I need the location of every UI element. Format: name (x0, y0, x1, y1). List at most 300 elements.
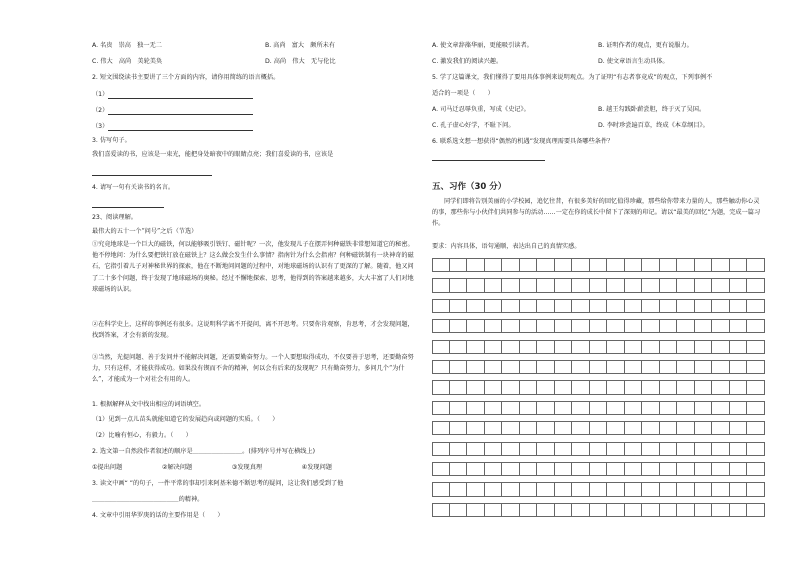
grid-cell[interactable] (432, 360, 450, 374)
grid-cell[interactable] (642, 482, 660, 496)
grid-cell[interactable] (660, 462, 678, 476)
grid-row (432, 360, 765, 374)
grid-cell[interactable] (625, 340, 643, 354)
grid-cell[interactable] (590, 401, 608, 415)
grid-cell[interactable] (555, 503, 573, 517)
grid-cell[interactable] (677, 401, 695, 415)
grid-cell[interactable] (432, 299, 450, 313)
grid-cell[interactable] (607, 442, 625, 456)
grid-cell[interactable] (590, 319, 608, 333)
grid-cell[interactable] (607, 299, 625, 313)
grid-cell[interactable] (502, 319, 520, 333)
grid-cell[interactable] (660, 482, 678, 496)
grid-cell[interactable] (450, 278, 468, 292)
grid-cell[interactable] (747, 258, 765, 272)
grid-cell[interactable] (467, 299, 485, 313)
grid-cell[interactable] (502, 340, 520, 354)
grid-cell[interactable] (730, 340, 748, 354)
grid-cell[interactable] (747, 421, 765, 435)
grid-cell[interactable] (747, 340, 765, 354)
grid-cell[interactable] (660, 299, 678, 313)
grid-cell[interactable] (677, 278, 695, 292)
passage-paragraph-2: ②在科学史上，这样的事例还有很多。这说明科学离不开提问，离不开思考。只要你肯观察，肯思考，才会发现问题，找到答案，才会有新的发现。 (92, 321, 414, 340)
grid-cell[interactable] (660, 319, 678, 333)
grid-cell[interactable] (660, 360, 678, 374)
grid-cell[interactable] (432, 421, 450, 435)
grid-cell[interactable] (450, 462, 468, 476)
grid-cell[interactable] (467, 482, 485, 496)
grid-cell[interactable] (747, 503, 765, 517)
question-3: 3. 仿写句子。 (92, 137, 131, 144)
grid-cell[interactable] (467, 360, 485, 374)
grid-cell[interactable] (467, 442, 485, 456)
grid-row (432, 401, 765, 415)
grid-cell[interactable] (607, 319, 625, 333)
grid-cell[interactable] (677, 421, 695, 435)
grid-cell[interactable] (660, 401, 678, 415)
grid-cell[interactable] (537, 442, 555, 456)
grid-cell[interactable] (590, 258, 608, 272)
grid-cell[interactable] (537, 258, 555, 272)
grid-cell[interactable] (432, 442, 450, 456)
grid-cell[interactable] (432, 482, 450, 496)
q3-text: 我们喜爱读的书，应该是一束光，能把身处暗夜中的眼睛点亮；我们喜爱读的书，应该是 (92, 151, 334, 158)
grid-cell[interactable] (730, 482, 748, 496)
grid-cell[interactable] (625, 462, 643, 476)
grid-cell[interactable] (590, 340, 608, 354)
grid-cell[interactable] (712, 360, 730, 374)
grid-cell[interactable] (747, 319, 765, 333)
sub-question-4: 4. 文章中引用华罗庚的话的主要作用是（ ） (92, 512, 224, 519)
grid-cell[interactable] (607, 258, 625, 272)
question-6: 6. 联系选文想一想获得“偶然的机遇”发现真理需要具备哪些条件？ (432, 138, 614, 145)
grid-cell[interactable] (590, 462, 608, 476)
grid-cell[interactable] (607, 482, 625, 496)
sub-question-2-options (92, 464, 332, 472)
sub-question-3: 3. 读文中画“ ”的句子，一件平常的事却引来阿基米德不断思考的疑问，这让我们感受到了他 (92, 480, 344, 487)
grid-cell[interactable] (677, 442, 695, 456)
grid-row (432, 482, 765, 496)
grid-row (432, 258, 765, 272)
grid-cell[interactable] (450, 503, 468, 517)
grid-cell[interactable] (730, 299, 748, 313)
grid-cell[interactable] (590, 299, 608, 313)
sub-question-1: 1. 根据解释从文中找出相应的词语填空。 (92, 401, 206, 408)
grid-cell[interactable] (712, 299, 730, 313)
question-4: 4. 请写一句有关读书的名言。 (92, 184, 175, 191)
grid-cell[interactable] (485, 442, 503, 456)
grid-cell[interactable] (485, 360, 503, 374)
grid-cell[interactable] (432, 278, 450, 292)
grid-cell[interactable] (432, 401, 450, 415)
grid-cell[interactable] (432, 340, 450, 354)
grid-row (432, 421, 765, 435)
grid-cell[interactable] (485, 278, 503, 292)
grid-cell[interactable] (730, 360, 748, 374)
grid-cell[interactable] (537, 503, 555, 517)
q2-answer-3: （3） (92, 123, 253, 131)
grid-cell[interactable] (747, 380, 765, 394)
grid-cell[interactable] (450, 258, 468, 272)
grid-cell[interactable] (537, 421, 555, 435)
grid-cell[interactable] (607, 503, 625, 517)
grid-cell[interactable] (467, 421, 485, 435)
grid-cell[interactable] (555, 299, 573, 313)
grid-cell[interactable] (607, 360, 625, 374)
grid-cell[interactable] (555, 421, 573, 435)
grid-cell[interactable] (502, 278, 520, 292)
grid-cell[interactable] (642, 401, 660, 415)
grid-cell[interactable] (590, 278, 608, 292)
grid-cell[interactable] (607, 340, 625, 354)
grid-cell[interactable] (572, 340, 590, 354)
grid-cell[interactable] (730, 462, 748, 476)
q6-answer-line (432, 153, 545, 161)
grid-cell[interactable] (642, 380, 660, 394)
grid-cell[interactable] (695, 421, 713, 435)
q5-option-c: C. 孔子虚心好学，不耻下问。 (432, 122, 515, 129)
grid-cell[interactable] (712, 503, 730, 517)
grid-cell[interactable] (467, 503, 485, 517)
grid-cell[interactable] (572, 462, 590, 476)
grid-cell[interactable] (695, 360, 713, 374)
grid-cell[interactable] (747, 278, 765, 292)
grid-cell[interactable] (537, 340, 555, 354)
grid-cell[interactable] (677, 462, 695, 476)
grid-cell[interactable] (695, 503, 713, 517)
grid-cell[interactable] (450, 401, 468, 415)
grid-cell[interactable] (695, 482, 713, 496)
grid-row (432, 319, 765, 333)
grid-cell[interactable] (555, 442, 573, 456)
grid-cell[interactable] (485, 299, 503, 313)
grid-cell[interactable] (520, 380, 538, 394)
grid-cell[interactable] (502, 462, 520, 476)
grid-cell[interactable] (450, 319, 468, 333)
q4-option-d: D. 使文章语言生动具体。 (598, 58, 669, 65)
grid-cell[interactable] (467, 380, 485, 394)
grid-cell[interactable] (432, 503, 450, 517)
grid-cell[interactable] (485, 319, 503, 333)
grid-cell[interactable] (660, 340, 678, 354)
grid-cell[interactable] (625, 319, 643, 333)
grid-cell[interactable] (660, 258, 678, 272)
q1-option-d: D. 高尚 伟大 无与伦比 (265, 58, 336, 65)
grid-cell[interactable] (502, 299, 520, 313)
grid-cell[interactable] (502, 421, 520, 435)
grid-cell[interactable] (695, 340, 713, 354)
grid-cell[interactable] (555, 258, 573, 272)
grid-cell[interactable] (607, 380, 625, 394)
grid-cell[interactable] (432, 462, 450, 476)
q4-option-a: A. 使文章辞藻华丽，更能吸引读者。 (432, 42, 533, 49)
grid-cell[interactable] (520, 278, 538, 292)
grid-cell[interactable] (485, 482, 503, 496)
grid-cell[interactable] (572, 503, 590, 517)
grid-cell[interactable] (625, 299, 643, 313)
grid-cell[interactable] (520, 299, 538, 313)
question-23: 23、阅读理解。 (92, 214, 137, 221)
grid-cell[interactable] (747, 442, 765, 456)
grid-cell[interactable] (677, 319, 695, 333)
grid-cell[interactable] (660, 278, 678, 292)
grid-cell[interactable] (642, 421, 660, 435)
grid-cell[interactable] (642, 319, 660, 333)
grid-cell[interactable] (625, 421, 643, 435)
q4-answer-line (92, 200, 164, 208)
grid-cell[interactable] (695, 380, 713, 394)
grid-cell[interactable] (625, 442, 643, 456)
section-heading-writing: 五、习作（30 分） (432, 182, 507, 192)
grid-cell[interactable] (555, 360, 573, 374)
grid-cell[interactable] (502, 442, 520, 456)
grid-cell[interactable] (747, 299, 765, 313)
grid-cell[interactable] (520, 401, 538, 415)
q4-option-c: C. 激发我们的阅读兴趣。 (432, 58, 503, 65)
grid-cell[interactable] (590, 360, 608, 374)
grid-cell[interactable] (625, 258, 643, 272)
grid-cell[interactable] (712, 462, 730, 476)
q2-answer-2: （2） (92, 107, 253, 115)
question-5-cont: 适合的一项是（ ） (432, 90, 494, 97)
grid-cell[interactable] (467, 462, 485, 476)
grid-cell[interactable] (537, 299, 555, 313)
grid-cell[interactable] (572, 421, 590, 435)
grid-cell[interactable] (555, 401, 573, 415)
grid-cell[interactable] (660, 442, 678, 456)
grid-cell[interactable] (677, 360, 695, 374)
grid-cell[interactable] (520, 462, 538, 476)
grid-cell[interactable] (555, 482, 573, 496)
grid-cell[interactable] (642, 442, 660, 456)
grid-cell[interactable] (695, 401, 713, 415)
writing-grid[interactable] (432, 258, 765, 517)
grid-cell[interactable] (485, 401, 503, 415)
grid-cell[interactable] (712, 340, 730, 354)
grid-cell[interactable] (502, 401, 520, 415)
grid-cell[interactable] (520, 442, 538, 456)
grid-cell[interactable] (485, 380, 503, 394)
q3-answer-line (92, 168, 212, 176)
grid-cell[interactable] (432, 258, 450, 272)
grid-cell[interactable] (642, 278, 660, 292)
grid-cell[interactable] (730, 258, 748, 272)
grid-cell[interactable] (590, 380, 608, 394)
grid-cell[interactable] (432, 319, 450, 333)
grid-cell[interactable] (555, 278, 573, 292)
grid-cell[interactable] (695, 319, 713, 333)
grid-cell[interactable] (555, 462, 573, 476)
grid-cell[interactable] (520, 319, 538, 333)
grid-cell[interactable] (730, 401, 748, 415)
grid-cell[interactable] (467, 401, 485, 415)
grid-cell[interactable] (747, 462, 765, 476)
grid-cell[interactable] (520, 482, 538, 496)
grid-cell[interactable] (485, 258, 503, 272)
grid-cell[interactable] (747, 360, 765, 374)
grid-cell[interactable] (572, 319, 590, 333)
grid-cell[interactable] (520, 503, 538, 517)
grid-cell[interactable] (520, 340, 538, 354)
grid-cell[interactable] (712, 380, 730, 394)
grid-cell[interactable] (730, 421, 748, 435)
grid-cell[interactable] (712, 258, 730, 272)
grid-cell[interactable] (590, 503, 608, 517)
grid-cell[interactable] (712, 482, 730, 496)
grid-cell[interactable] (555, 340, 573, 354)
grid-cell[interactable] (467, 258, 485, 272)
grid-cell[interactable] (677, 299, 695, 313)
grid-cell[interactable] (712, 319, 730, 333)
grid-cell[interactable] (537, 401, 555, 415)
grid-cell[interactable] (660, 503, 678, 517)
grid-cell[interactable] (712, 442, 730, 456)
grid-row (432, 340, 765, 354)
grid-cell[interactable] (572, 299, 590, 313)
question-2: 2. 短文围绕读书主要讲了三个方面的内容，请你用简练的语言概括。 (92, 74, 280, 81)
grid-row (432, 442, 765, 456)
grid-cell[interactable] (695, 258, 713, 272)
grid-cell[interactable] (555, 380, 573, 394)
grid-cell[interactable] (485, 421, 503, 435)
grid-cell[interactable] (485, 503, 503, 517)
grid-cell[interactable] (537, 482, 555, 496)
sub2-option-3: ③发现真理 (231, 464, 263, 471)
grid-cell[interactable] (502, 503, 520, 517)
grid-cell[interactable] (432, 380, 450, 394)
grid-cell[interactable] (730, 319, 748, 333)
grid-cell[interactable] (572, 278, 590, 292)
grid-cell[interactable] (677, 503, 695, 517)
sub2-option-1: ①提出问题 (92, 464, 123, 471)
grid-cell[interactable] (537, 360, 555, 374)
grid-cell[interactable] (642, 299, 660, 313)
q1-option-b: B. 高尚 富大 颇所未有 (265, 42, 336, 49)
grid-row (432, 503, 765, 517)
grid-cell[interactable] (695, 442, 713, 456)
grid-cell[interactable] (485, 462, 503, 476)
grid-cell[interactable] (572, 258, 590, 272)
grid-cell[interactable] (590, 482, 608, 496)
grid-cell[interactable] (537, 319, 555, 333)
sub2-option-4: ④发现问题 (301, 464, 332, 471)
grid-row (432, 299, 765, 313)
passage-paragraph-3: ③当然，光提问题、善于发问并不能解决问题，还需要勤奋努力。一个人要想取得成功，不仅要善于思考，还要勤奋努力，只有这样，才能获得成功。如果没有锲而不舍的精神，何以会有后来的发现呢？只有勤奋努力，多问几个“为什么”，才能成为一个对社会有用的人。 (92, 354, 414, 384)
grid-cell[interactable] (572, 401, 590, 415)
grid-cell[interactable] (485, 340, 503, 354)
grid-cell[interactable] (712, 278, 730, 292)
grid-cell[interactable] (537, 462, 555, 476)
sub-question-3-cont: ＿＿＿＿＿＿＿＿＿＿＿＿＿＿的精神。 (92, 496, 204, 503)
grid-cell[interactable] (607, 401, 625, 415)
grid-cell[interactable] (642, 503, 660, 517)
grid-cell[interactable] (677, 482, 695, 496)
grid-cell[interactable] (730, 278, 748, 292)
grid-cell[interactable] (730, 503, 748, 517)
grid-cell[interactable] (625, 401, 643, 415)
writing-requirements: 要求：内容具体，语句通顺，表达出自己的真情实感。 (432, 243, 581, 250)
grid-cell[interactable] (695, 299, 713, 313)
sub-question-1b: （2）比喻有恒心，有毅力。（ ） (92, 432, 192, 439)
grid-cell[interactable] (502, 380, 520, 394)
grid-cell[interactable] (660, 421, 678, 435)
grid-cell[interactable] (450, 442, 468, 456)
grid-cell[interactable] (677, 258, 695, 272)
grid-cell[interactable] (555, 319, 573, 333)
grid-cell[interactable] (730, 380, 748, 394)
grid-cell[interactable] (450, 421, 468, 435)
grid-cell[interactable] (677, 380, 695, 394)
q1-option-c: C. 伟大 高尚 美轮美奂 (92, 58, 163, 65)
grid-cell[interactable] (677, 340, 695, 354)
grid-cell[interactable] (502, 258, 520, 272)
grid-cell[interactable] (607, 421, 625, 435)
sub2-option-2: ②解决问题 (161, 464, 193, 471)
q5-option-b: B. 越王勾践卧薪尝胆，终于灭了吴国。 (598, 106, 706, 113)
grid-cell[interactable] (625, 360, 643, 374)
grid-cell[interactable] (572, 482, 590, 496)
grid-cell[interactable] (572, 360, 590, 374)
grid-cell[interactable] (642, 462, 660, 476)
grid-cell[interactable] (695, 462, 713, 476)
grid-cell[interactable] (520, 421, 538, 435)
q2-answer-1: （1） (92, 91, 253, 99)
grid-cell[interactable] (520, 360, 538, 374)
q5-option-d: D. 李时珍尝遍百草，终成《本草纲目》。 (598, 122, 709, 129)
grid-cell[interactable] (537, 278, 555, 292)
grid-cell[interactable] (450, 299, 468, 313)
grid-cell[interactable] (642, 258, 660, 272)
grid-cell[interactable] (450, 482, 468, 496)
grid-cell[interactable] (660, 380, 678, 394)
grid-cell[interactable] (450, 380, 468, 394)
grid-cell[interactable] (695, 278, 713, 292)
grid-cell[interactable] (625, 503, 643, 517)
grid-cell[interactable] (607, 462, 625, 476)
grid-cell[interactable] (607, 278, 625, 292)
grid-cell[interactable] (467, 278, 485, 292)
grid-row (432, 278, 765, 292)
writing-prompt: 同学们即将告别美丽的小学校园，追忆往昔，有很多美好的回忆值得珍藏，那些给你带来力量的人，那些触动你心灵的事，那些你与小伙伴们共同参与的活动……一定在你的成长中留下了深刻的印记。请以“最美的回忆”为题，完成一篇习作。 (432, 198, 761, 228)
grid-cell[interactable] (572, 442, 590, 456)
grid-cell[interactable] (747, 482, 765, 496)
grid-cell[interactable] (642, 340, 660, 354)
grid-cell[interactable] (537, 380, 555, 394)
grid-cell[interactable] (625, 482, 643, 496)
grid-cell[interactable] (467, 319, 485, 333)
grid-cell[interactable] (502, 482, 520, 496)
grid-cell[interactable] (572, 380, 590, 394)
passage-paragraph-1: ①究竟地球是一个巨大的磁铁，何以能够吸引铁钉、磁针呢？一次，他发现儿子在摆弄何种磁铁非常想知道它的秘密。他不停地问：为什么要把铁钉放在磁铁上？这么做会发生什么事情？指南针为什么会指南？何种磁铁制有一块神奇的磁石，它指引着儿子对神秘世界的探索，他在不断地问问题的过程中，对地球磁场的认识有了更深的了解。随着，他又问了二十多个问题，终于发现了地球磁场的奥秘。经过不懈地探索、思考，他得到的答案越来越多，大大丰富了人们对地球磁场的认识。 (92, 241, 414, 293)
grid-cell[interactable] (712, 421, 730, 435)
grid-row (432, 462, 765, 476)
grid-cell[interactable] (730, 442, 748, 456)
grid-cell[interactable] (590, 442, 608, 456)
grid-cell[interactable] (625, 278, 643, 292)
grid-cell[interactable] (642, 360, 660, 374)
grid-cell[interactable] (450, 360, 468, 374)
q5-option-a: A. 司马迁忍辱负重，写成《史记》。 (432, 106, 530, 113)
grid-cell[interactable] (502, 360, 520, 374)
grid-cell[interactable] (590, 421, 608, 435)
q4-option-b: B. 证明作者的观点，更有说服力。 (598, 42, 693, 49)
grid-cell[interactable] (747, 401, 765, 415)
grid-cell[interactable] (712, 401, 730, 415)
grid-cell[interactable] (450, 340, 468, 354)
grid-cell[interactable] (467, 340, 485, 354)
grid-cell[interactable] (625, 380, 643, 394)
grid-cell[interactable] (520, 258, 538, 272)
